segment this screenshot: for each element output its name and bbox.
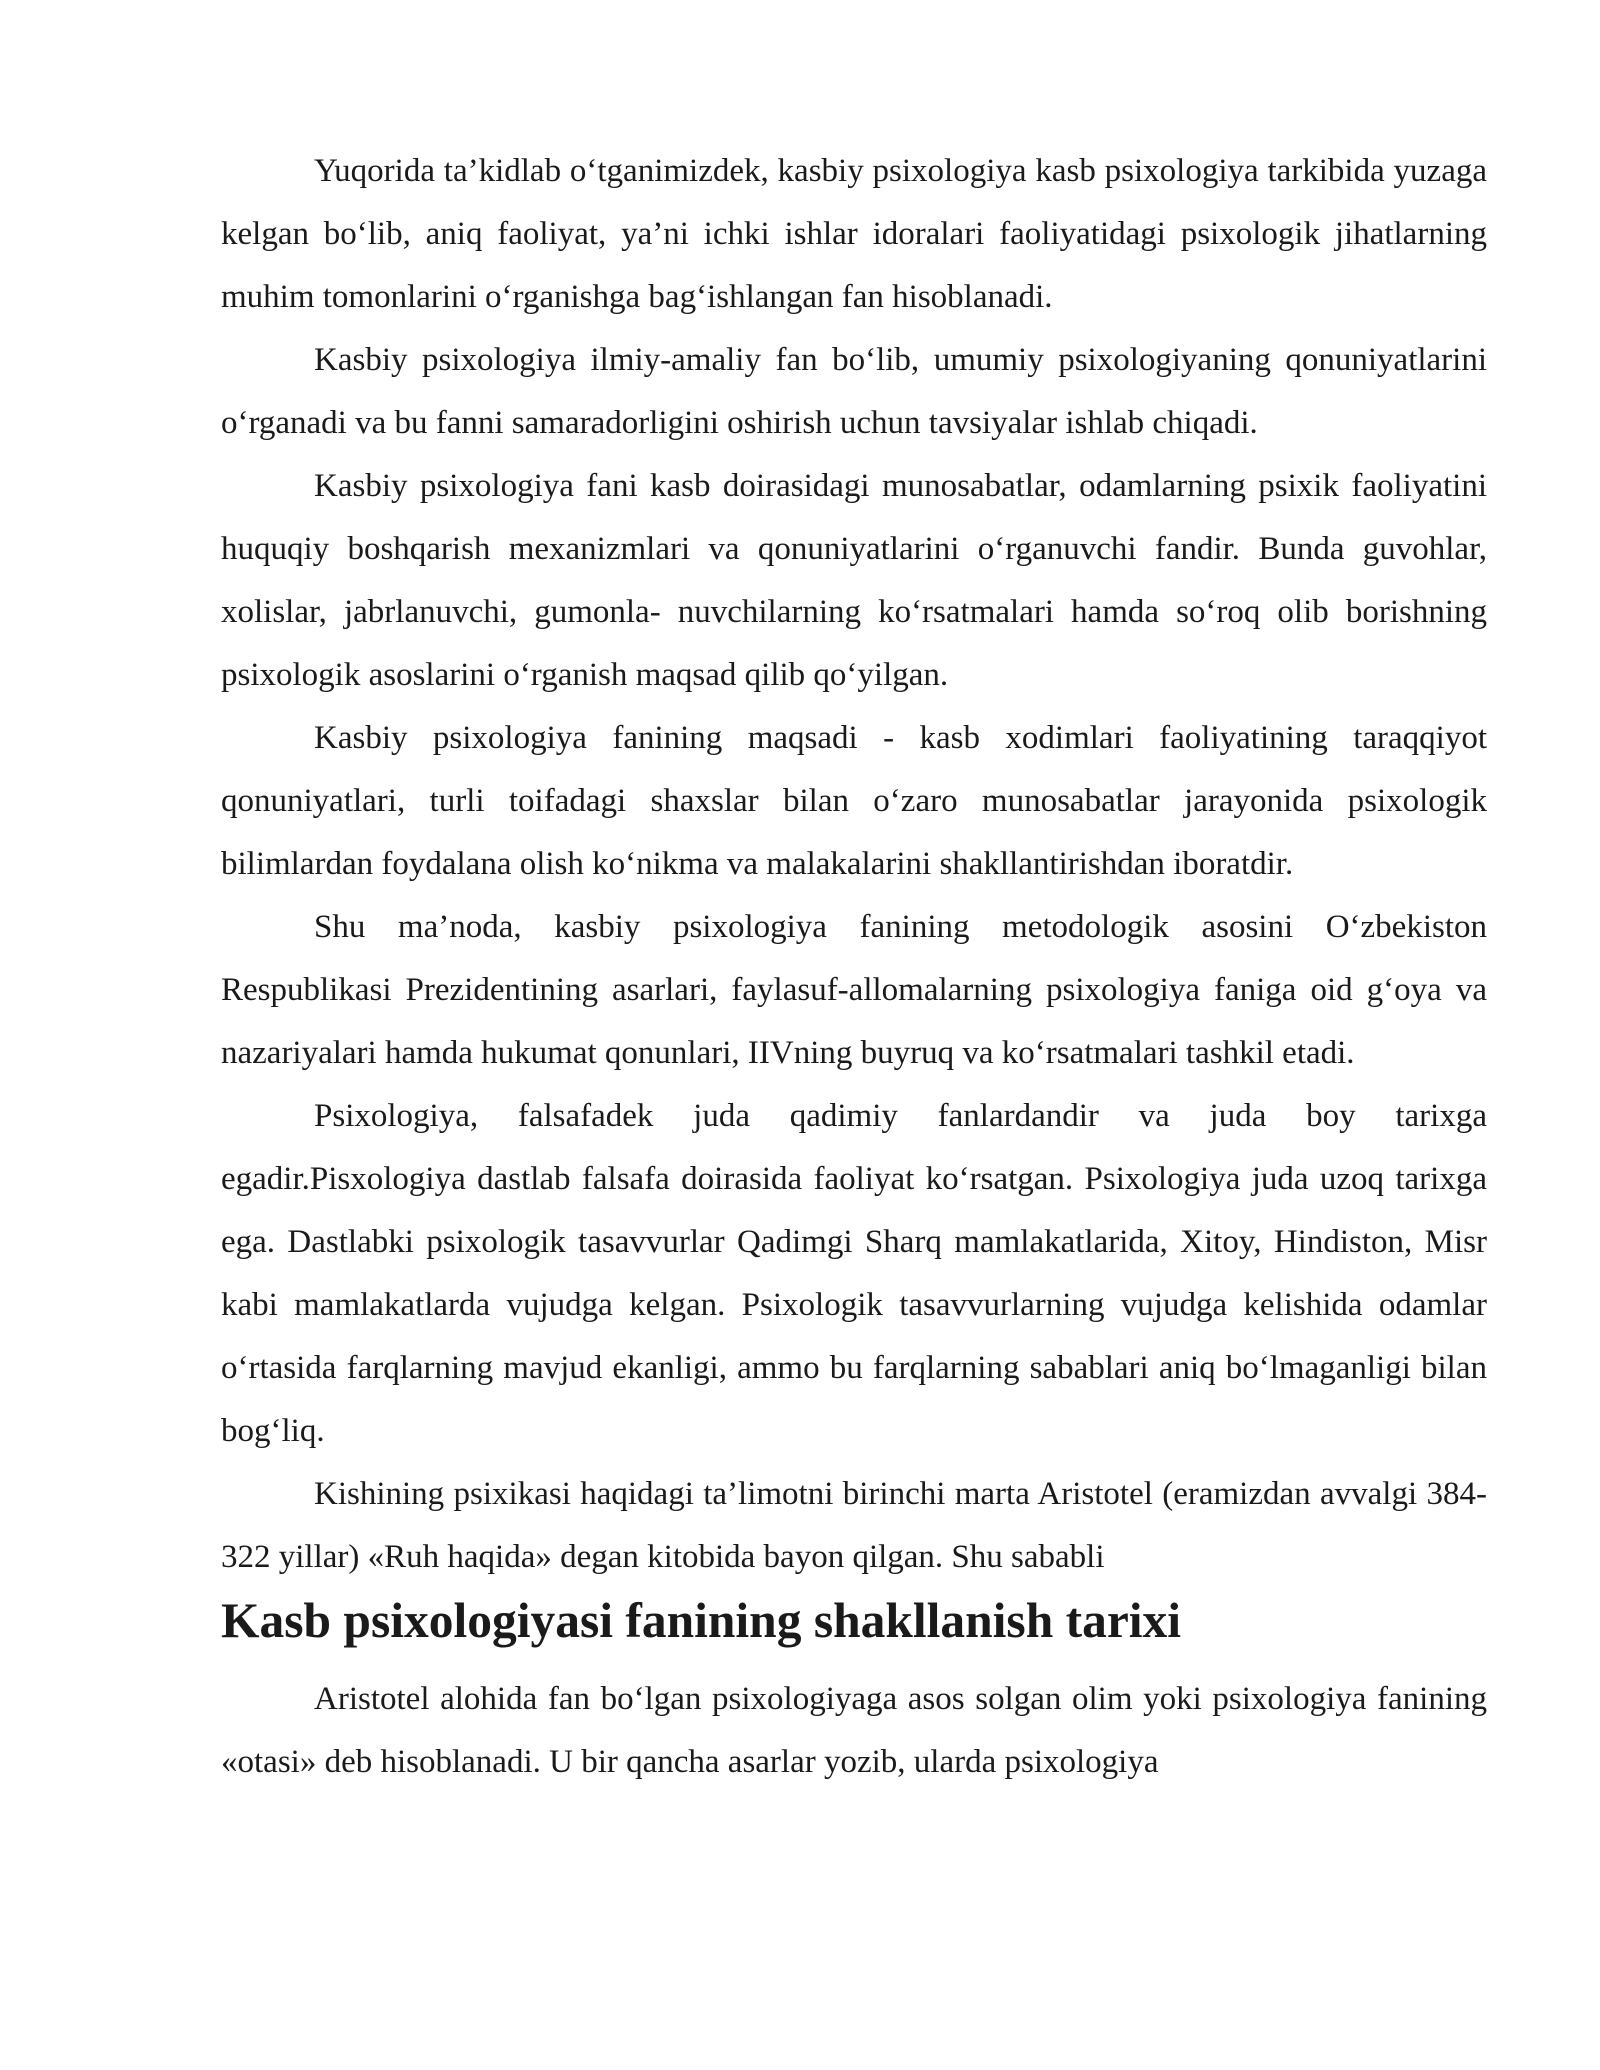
paragraph: Psixologiya, falsafadek juda qadimiy fanlardandir va juda boy tarixga egadir.Pisxologiya dastlab falsafa doirasida faoliyat ko‘rsatgan. Psixologiya juda uzoq tarixga ega. Dastlabki psixologik tasavvurlar Qadimgi Sharq mamlakatlarida, Xitoy, Hindiston, Misr kabi mamlakatlarda vujudga kelgan. Psixologik tasavvurlarning vujudga kelishida odamlar o‘rtasida farqlarning mavjud ekanligi, ammo bu farqlarning sabablari aniq bo‘lmaganligi bilan bog‘liq.	[221, 1098, 1487, 1449]
paragraph: Kasbiy psixologiya ilmiy-amaliy fan bo‘lib, umumiy psixologiyaning qonuniyatlarini o‘rganadi va bu fanni samaradorligini oshirish uchun tavsiyalar ishlab chiqadi.	[221, 342, 1487, 441]
paragraph: Aristotel alohida fan bo‘lgan psixologiyaga asos solgan olim yoki psixologiya fanining «otasi» deb hisoblanadi. U bir qancha asarlar yozib, ularda psixologiya	[221, 1681, 1487, 1780]
paragraph: Kishining psixikasi haqidagi ta’limotni birinchi marta Aristotel (eramizdan avvalgi 384-322 yillar) «Ruh haqida» degan kitobida bayon qilgan. Shu sababli	[221, 1476, 1487, 1575]
paragraph: Kasbiy psixologiya fani kasb doirasidagi munosabatlar, odamlarning psixik faoliyatini huquqiy boshqarish mexanizmlari va qonuniyatlarini o‘rganuvchi fandir. Bunda guvohlar, xolislar, jabrlanuvchi, gumonla- nuvchilarning ko‘rsatmalari hamda so‘roq olib borishning psixologik asoslarini o‘rganish maqsad qilib qo‘yilgan.	[221, 468, 1487, 693]
paragraph: Yuqorida ta’kidlab o‘tganimizdek, kasbiy psixologiya kasb psixologiya tarkibida yuzaga kelgan bo‘lib, aniq faoliyat, ya’ni ichki ishlar idoralari faoliyatidagi psixologik jihatlarning muhim tomonlarini o‘rganishga bag‘ishlangan fan hisoblanadi.	[221, 153, 1487, 315]
section-heading: Kasb psixologiyasi fanining shakllanish tarixi	[221, 1593, 1182, 1648]
document-body	[221, 140, 1487, 1794]
paragraph: Shu ma’noda, kasbiy psixologiya fanining metodologik asosini O‘zbekiston Respublikasi Prezidentining asarlari, faylasuf-allomalarning psixologiya faniga oid g‘oya va nazariyalari hamda hukumat qonunlari, IIVning buyruq va ko‘rsatmalari tashkil etadi.	[221, 909, 1487, 1071]
paragraph: Kasbiy psixologiya fanining maqsadi - kasb xodimlari faoliyatining taraqqiyot qonuniyatlari, turli toifadagi shaxslar bilan o‘zaro munosabatlar jarayonida psixologik bilimlardan foydalana olish ko‘nikma va malakalarini shakllantirishdan iboratdir.	[221, 720, 1487, 882]
